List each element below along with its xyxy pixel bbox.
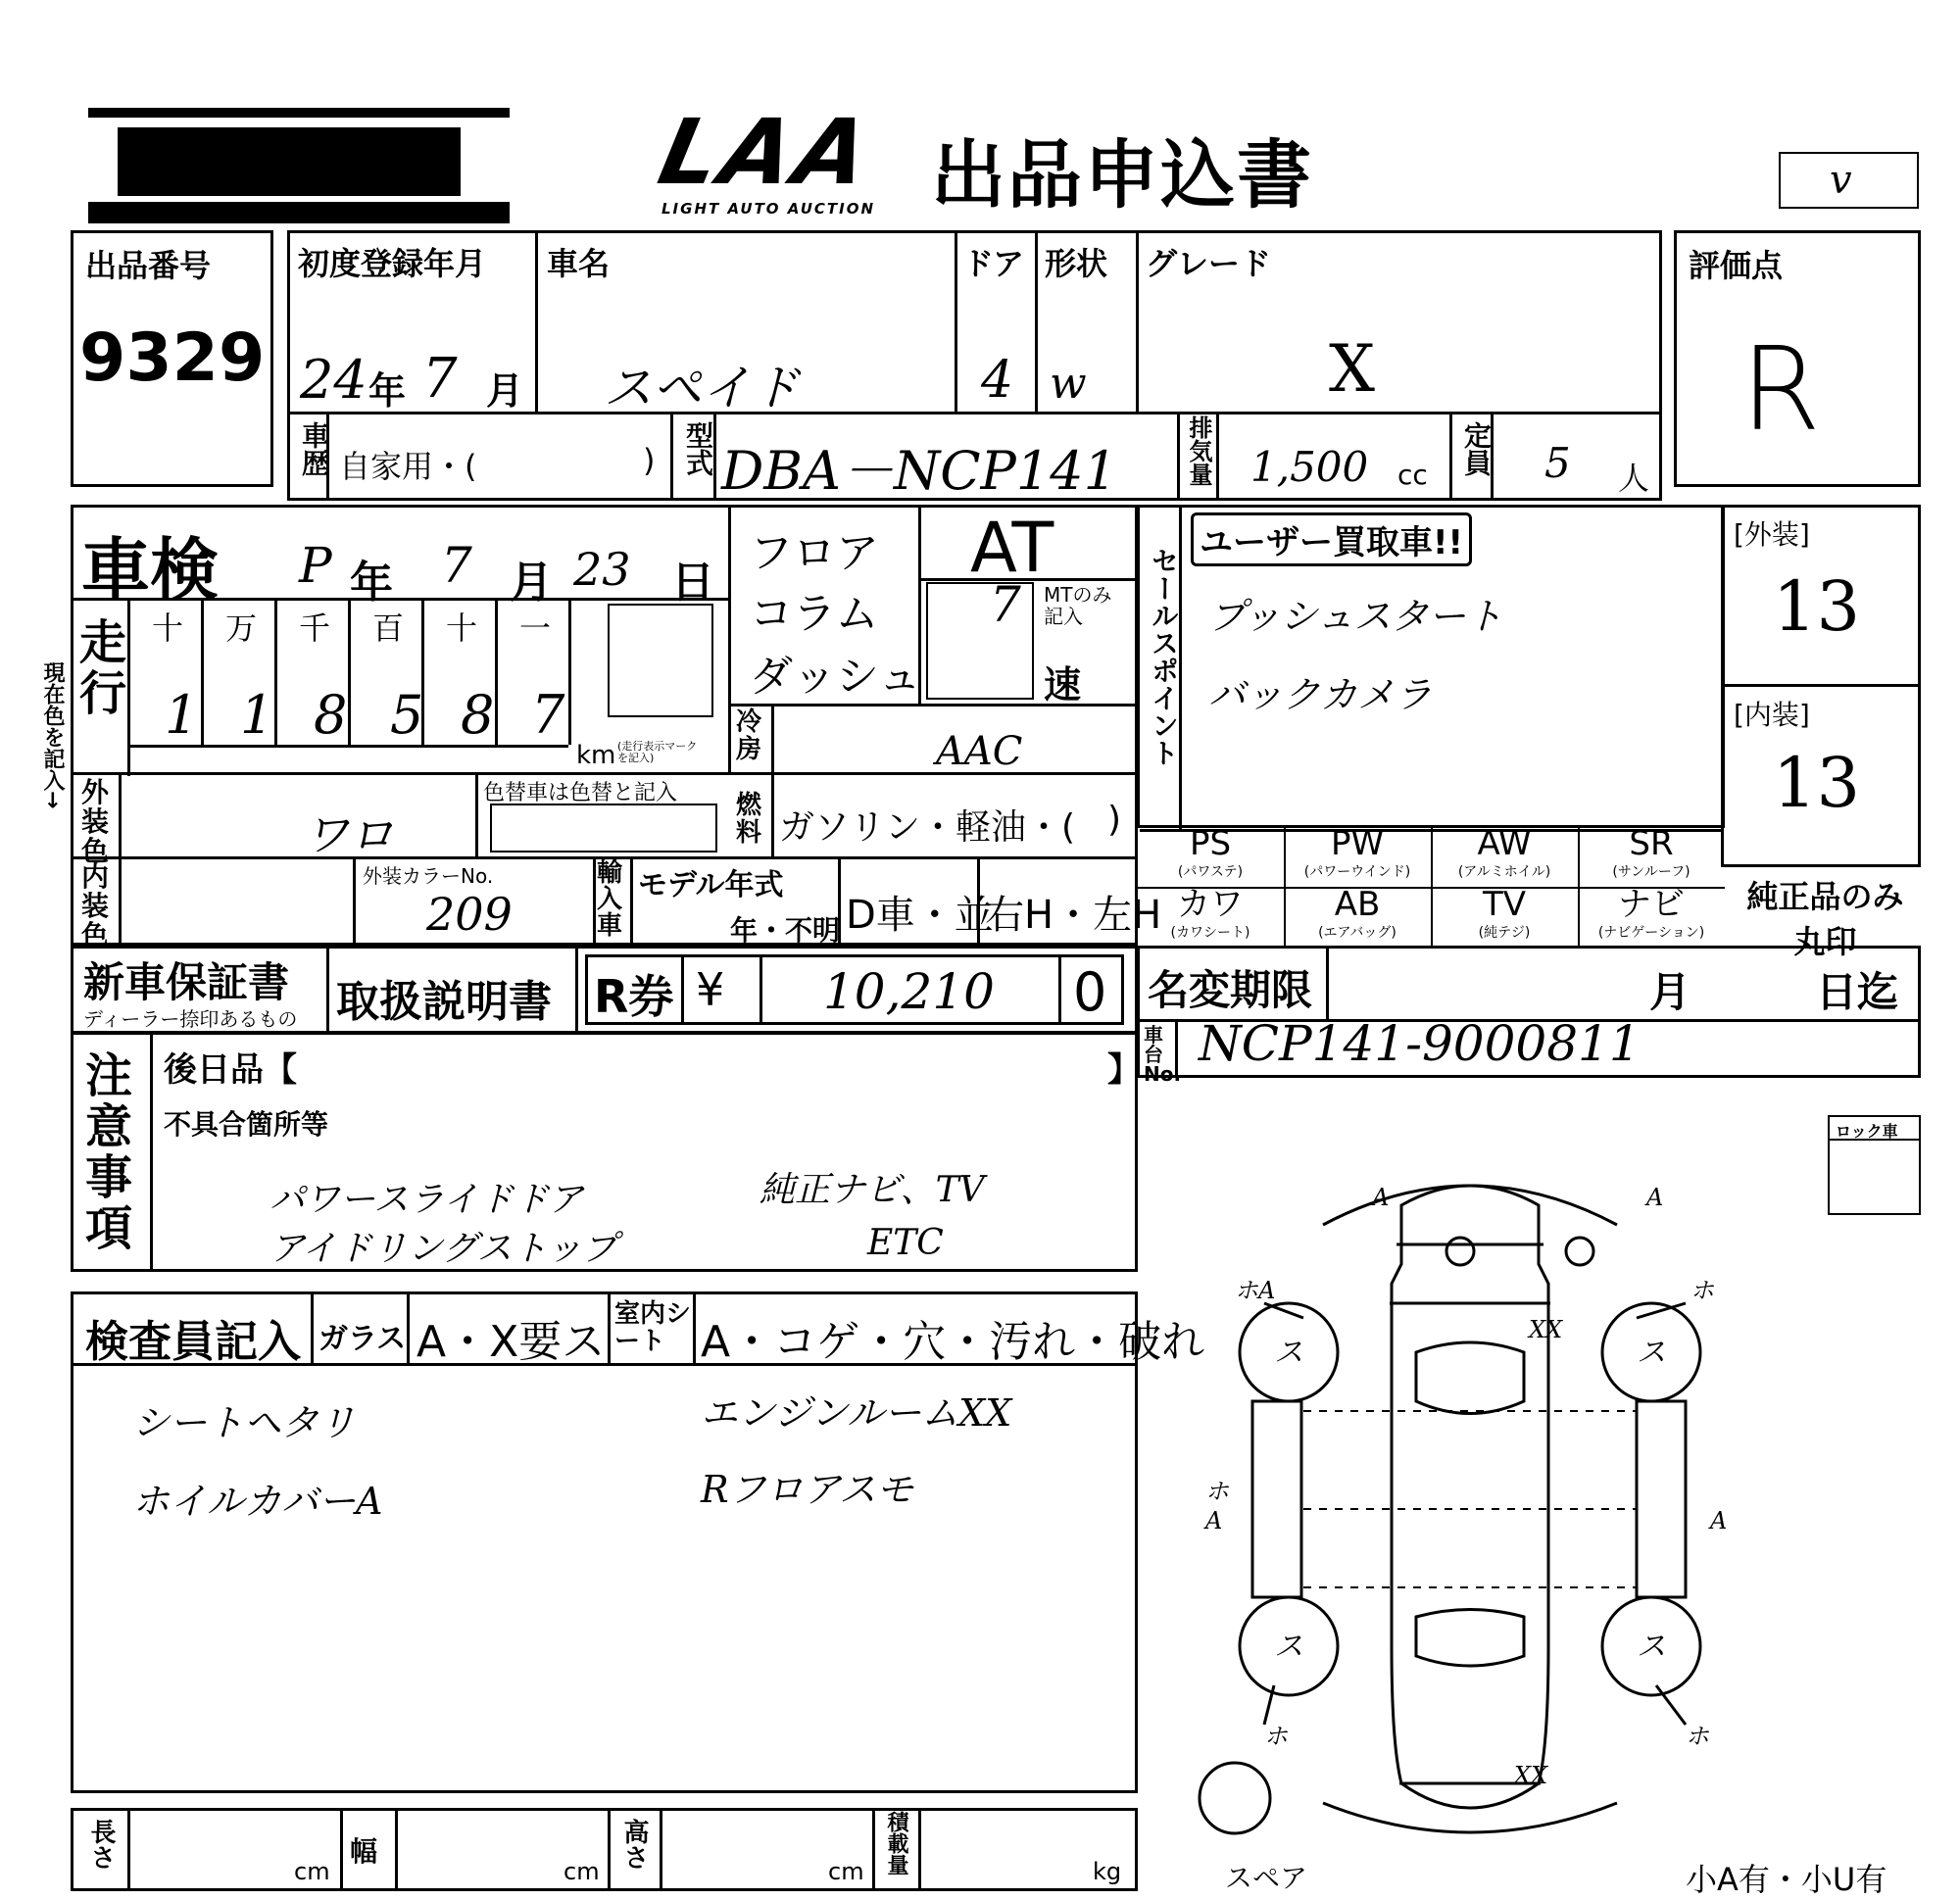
options-grid (1137, 826, 1725, 949)
trans-value: AT (970, 508, 1054, 588)
warranty-label: 新車保証書 (83, 958, 290, 1006)
shaken-month-unit: 月 (510, 558, 553, 608)
capacity-label: 定員 (1460, 421, 1493, 476)
height-label: 高さ (619, 1819, 649, 1870)
shaken-month: 7 (441, 537, 472, 594)
fuel-label: 燃料 (736, 791, 762, 848)
caution-label: 注意事項 (85, 1048, 133, 1256)
tire-mark-front-left: ス (1274, 1336, 1303, 1370)
displacement-unit: cc (1397, 459, 1428, 491)
drive-type: D車・並 (846, 893, 994, 938)
fuel-text: ガソリン・軽油・( (779, 807, 1076, 848)
color-change-box (490, 804, 717, 853)
sales-point-1: プッシュスタート (1208, 595, 1503, 638)
import-label: 輸入車 (597, 858, 623, 941)
page-title: 出品申込書 (931, 131, 1313, 219)
option-sr-code: SR (1629, 824, 1674, 863)
inspector-line-2: エンジンルームXX (701, 1391, 1012, 1435)
laa-logo (650, 100, 916, 218)
current-color-note: 現在色を記入→ (40, 661, 65, 809)
door-value: 4 (981, 351, 1014, 410)
first-reg-month: 7 (422, 347, 458, 411)
shaken-year-unit: 年 (350, 558, 393, 608)
logo-text: LAA (650, 100, 882, 205)
dimensions-box (71, 1808, 1138, 1891)
yen-sign: ¥ (696, 963, 725, 1016)
option-aw (1431, 826, 1580, 889)
glass-options: A・X要ス (416, 1317, 606, 1367)
listing-number: 9329 (79, 319, 266, 397)
mileage-header-5: 一 (519, 609, 552, 647)
damage-mark-2: A (1646, 1184, 1664, 1211)
displacement-label: 排気量 (1185, 415, 1212, 486)
inspector-line-3: ホイルカバーA (132, 1480, 383, 1523)
option-aw-desc: (アルミホイル) (1457, 864, 1551, 880)
grade-box (1721, 505, 1921, 867)
damage-mark-1: A (1372, 1184, 1390, 1211)
option-navi (1578, 887, 1725, 948)
tire-mark-rear-left: ス (1274, 1630, 1303, 1664)
option-aw-code: AW (1477, 824, 1532, 863)
car-name: スペイド (604, 360, 800, 416)
tire-mark-rear-right: ス (1637, 1630, 1666, 1664)
model-value: DBA－NCP141 (721, 440, 1117, 502)
option-tv-code: TV (1482, 885, 1527, 924)
mileage-digit-5: 7 (531, 684, 565, 746)
door-label: ドア (962, 245, 1025, 282)
mileage-digit-2: 8 (314, 684, 348, 746)
option-tv (1431, 887, 1580, 948)
shaken-day: 23 (573, 543, 631, 596)
load-unit: kg (1093, 1858, 1122, 1885)
sales-points-box (1137, 505, 1725, 828)
defects-label: 不具合箇所等 (164, 1108, 329, 1141)
inspector-label: 検査員記入 (85, 1317, 301, 1367)
damage-mark-6: ホ (1205, 1478, 1229, 1505)
capacity-unit: 人 (1618, 460, 1650, 497)
inspector-box (71, 1291, 1205, 1793)
lock-label: ロック車 (1836, 1122, 1898, 1141)
option-sr-desc: (サンルーフ) (1612, 864, 1690, 880)
option-leather-desc: (カワシート) (1170, 925, 1250, 941)
inspector-line-4: Rフロアスモ (701, 1468, 914, 1511)
km-label: km (576, 741, 616, 770)
check-mark: v (1830, 158, 1852, 203)
vehicle-info-box (287, 230, 1662, 501)
mt-speed-value: 7 (990, 576, 1021, 633)
ac-value: AAC (936, 729, 1023, 774)
listing-number-label: 出品番号 (85, 247, 212, 284)
option-tv-desc: (純テジ) (1478, 925, 1531, 941)
scratch-note: 小A有・小U有 (1686, 1861, 1887, 1898)
km-note: (走行表示マーク を記入) (617, 740, 698, 764)
chassis-label: 車台No. (1144, 1023, 1182, 1086)
color-no-value: 209 (426, 888, 513, 941)
lock-box (1828, 1115, 1921, 1215)
height-unit: cm (828, 1858, 864, 1885)
mileage-mark-box (608, 604, 713, 717)
length-unit: cm (294, 1858, 330, 1885)
rating-label: 評価点 (1689, 247, 1784, 284)
capacity-value: 5 (1544, 439, 1571, 487)
check-box (1779, 152, 1919, 209)
sales-points-label: セールスポイント (1148, 547, 1180, 766)
length-label: 長さ (86, 1819, 116, 1870)
mileage-digit-0: 1 (165, 684, 199, 746)
name-change-until: 日迄 (1816, 968, 1899, 1016)
history-close: ) (643, 442, 656, 479)
mileage-header-4: 十 (446, 609, 478, 647)
option-pw-desc: (パワーウインド) (1303, 864, 1411, 880)
color-change-label: 色替車は色替と記入 (483, 781, 678, 805)
damage-mark-3: ホA (1235, 1277, 1276, 1304)
mileage-digit-1: 1 (240, 684, 274, 746)
floor-label: フロア (750, 528, 879, 578)
history-text: 自家用・( (339, 448, 477, 485)
grade-label: グレード (1146, 245, 1272, 282)
seat-label: 室内シート (614, 1299, 692, 1356)
first-reg-month-unit: 月 (486, 369, 524, 413)
option-leather-code: カワ (1177, 885, 1244, 924)
option-ab (1284, 887, 1433, 948)
grade-value: X (1329, 331, 1375, 407)
int-grade-value: 13 (1773, 743, 1861, 823)
logo-subtitle: LIGHT AUTO AUCTION (662, 200, 876, 218)
r-ticket-amount: 10,210 (823, 963, 995, 1020)
note-item-4: ETC (867, 1223, 944, 1263)
r-ticket-label: R券 (594, 970, 674, 1023)
int-color-label: 内装色 (81, 860, 110, 951)
later-items-close: 】 (1107, 1050, 1141, 1090)
dash-label: ダッシュ (750, 652, 922, 702)
user-buy-stamp: ユーザー買取車!! (1191, 512, 1472, 566)
column-label: コラム (750, 589, 879, 639)
damage-mark-4: ホ (1690, 1277, 1714, 1304)
caution-box (71, 1032, 1141, 1272)
first-reg-year-unit: 年 (368, 369, 407, 413)
damage-mark-9: XX (1514, 1762, 1548, 1789)
mt-note: MTのみ記入 (1044, 583, 1112, 628)
mileage-digit-3: 5 (390, 684, 424, 746)
option-navi-code: ナビ (1618, 885, 1685, 924)
name-change-box (1137, 946, 1921, 1086)
mileage-header-2: 千 (299, 609, 331, 647)
chassis-value: NCP141-9000811 (1199, 1015, 1641, 1072)
shape-label: 形状 (1045, 245, 1108, 282)
warranty-note: ディーラー捺印あるもの (83, 1007, 298, 1031)
option-ps-desc: (パワステ) (1177, 864, 1244, 880)
int-grade-label: [内装] (1734, 699, 1810, 731)
r-ticket-last-digit: 0 (1073, 961, 1107, 1023)
name-change-label: 名変期限 (1148, 966, 1313, 1014)
shape-value: w (1050, 359, 1087, 409)
damage-mark-11: ホ (1686, 1723, 1709, 1750)
rating-value: R (1740, 321, 1821, 457)
mileage-label: 走行 (79, 615, 127, 721)
damage-mark-8: A (1710, 1507, 1728, 1535)
later-items-label: 後日品【 (164, 1050, 297, 1090)
listing-number-box (71, 230, 273, 487)
mileage-digit-4: 8 (461, 684, 495, 746)
damage-mark-10: ホ (1264, 1723, 1288, 1750)
option-ps (1137, 826, 1286, 889)
option-ab-desc: (エアバッグ) (1318, 925, 1396, 941)
car-name-label: 車名 (547, 245, 611, 282)
option-pw (1284, 826, 1433, 889)
mileage-grid (127, 598, 715, 776)
rating-box (1674, 230, 1921, 487)
first-reg-year: 24 (300, 349, 368, 411)
mileage-header-0: 十 (152, 609, 184, 647)
shaken-year: P (299, 537, 332, 594)
seat-options: A・コゲ・穴・汚れ・破れ (701, 1317, 1205, 1367)
option-navi-desc: (ナビゲーション) (1597, 925, 1705, 941)
tire-mark-front-right: ス (1637, 1336, 1666, 1370)
model-label: 型式 (682, 421, 714, 476)
option-ab-code: AB (1334, 885, 1381, 924)
inspection-box (71, 505, 1162, 951)
ext-grade-value: 13 (1773, 566, 1861, 647)
ext-color-value: ワロ (304, 808, 394, 861)
option-sr (1578, 826, 1725, 889)
history-label: 車歴 (298, 421, 330, 476)
speed-label: 速 (1044, 663, 1082, 706)
fuel-close: ) (1107, 800, 1122, 840)
displacement-value: 1,500 (1250, 443, 1369, 491)
spare-label: スペア (1225, 1862, 1308, 1894)
name-change-month-unit: 月 (1649, 968, 1691, 1016)
shaken-label: 車検 (81, 530, 219, 610)
option-ps-code: PS (1189, 824, 1232, 863)
width-label: 幅 (350, 1835, 378, 1868)
note-item-2: 純正ナビ、TV (760, 1170, 985, 1210)
ac-label: 冷房 (736, 707, 762, 764)
sales-point-2: バックカメラ (1208, 673, 1433, 716)
note-item-1: パワースライドドア (270, 1180, 584, 1220)
circle-mark-label: 丸印 (1793, 923, 1857, 960)
ext-color-label: 外装色 (81, 776, 110, 867)
glass-label: ガラス (318, 1322, 407, 1356)
color-no-label: 外装カラーNo. (363, 864, 494, 888)
mileage-header-3: 百 (372, 609, 405, 647)
damage-mark-7: A (1205, 1507, 1223, 1535)
option-pw-code: PW (1330, 824, 1385, 863)
genuine-only-label: 純正品のみ (1746, 878, 1904, 915)
damage-mark-5: XX (1529, 1316, 1563, 1343)
model-year-unit: 年・不明 (730, 914, 841, 947)
car-diagram (1176, 1156, 1764, 1862)
mileage-header-1: 万 (225, 609, 258, 647)
ext-grade-label: [外装] (1734, 518, 1810, 551)
shaken-day-unit: 日 (671, 558, 714, 608)
note-item-3: アイドリングストップ (270, 1229, 617, 1269)
manual-label: 取扱説明書 (336, 977, 552, 1027)
handle-type: 右H・左H (985, 893, 1162, 938)
model-year-label: モデル年式 (638, 868, 784, 902)
load-label: 積載量 (884, 1811, 908, 1876)
inspector-line-1: シートヘタリ (132, 1401, 357, 1444)
r-ticket-box (585, 954, 1124, 1025)
option-leather (1137, 887, 1286, 948)
first-reg-label: 初度登録年月 (298, 245, 487, 282)
width-unit: cm (564, 1858, 600, 1885)
redacted-stamp (88, 108, 510, 223)
docs-row (71, 946, 1138, 1034)
